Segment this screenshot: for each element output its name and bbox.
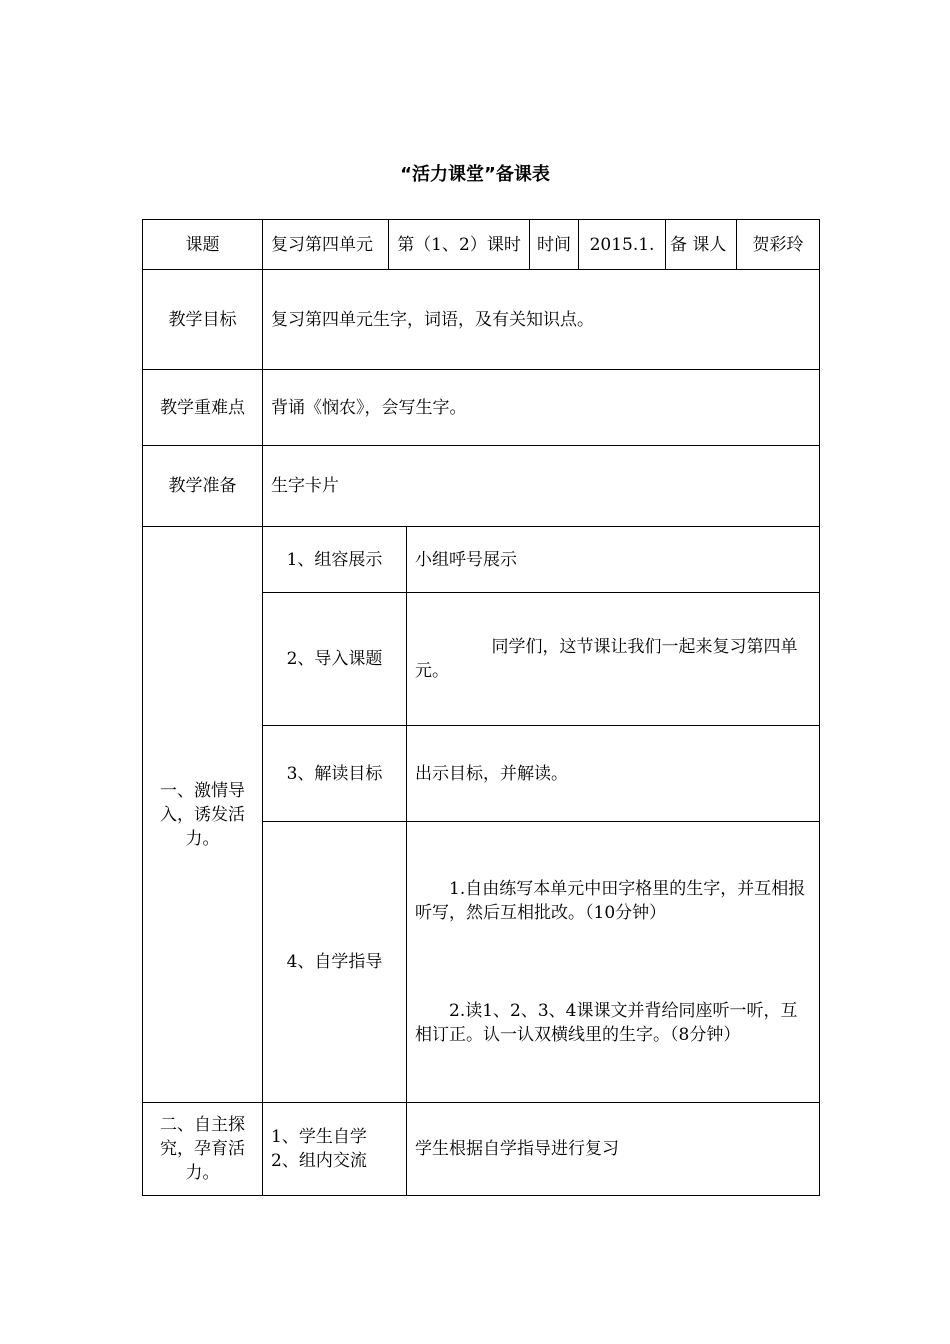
prep-row [143, 446, 820, 527]
section1-label: 一、激情导入，诱发活力。 [143, 527, 263, 1103]
section2-row [143, 1103, 820, 1196]
difficulty-row [143, 370, 820, 446]
goal-row [143, 270, 820, 370]
goal-value: 复习第四单元生字，词语，及有关知识点。 [263, 270, 820, 370]
time-label: 时间 [530, 220, 579, 270]
step-name: 3、解读目标 [263, 726, 407, 822]
step-name: 1、组容展示 [263, 527, 407, 593]
difficulty-label: 教学重难点 [143, 370, 263, 446]
step-content: 出示目标，并解读。 [407, 726, 820, 822]
date-value: 2015.1. [579, 220, 666, 270]
period-value: 第（1、2）课时 [389, 220, 530, 270]
step-name: 2、导入课题 [263, 593, 407, 726]
step-name: 1、学生自学 [271, 1127, 367, 1147]
goal-label: 教学目标 [143, 270, 263, 370]
topic-value: 复习第四单元 [263, 220, 389, 270]
prep-value: 生字卡片 [263, 446, 820, 527]
section1-step1-row [143, 527, 820, 593]
step-content: 同学们，这节课让我们一起来复习第四单元。 [407, 593, 820, 726]
step-content: 学生根据自学指导进行复习 [407, 1103, 820, 1196]
preparer-label: 备 课人 [666, 220, 737, 270]
prep-label: 教学准备 [143, 446, 263, 527]
topic-label: 课题 [143, 220, 263, 270]
section2-steps [263, 1103, 407, 1196]
section2-label: 二、自主探究，孕育活力。 [143, 1103, 263, 1196]
difficulty-value: 背诵《悯农》，会写生字。 [263, 370, 820, 446]
step-content: 小组呼号展示 [407, 527, 820, 593]
self-study-paragraph-2: 2.读1、2、3、4课课文并背给同座听一听，互相订正。认一认双横线里的生字。（8分钟） [415, 1001, 798, 1045]
page-title: “活力课堂”备课表 [400, 164, 550, 185]
header-row [143, 220, 820, 270]
preparer-name: 贺彩玲 [737, 220, 820, 270]
step-name: 4、自学指导 [263, 822, 407, 1103]
step-content [407, 822, 820, 1103]
self-study-paragraph-1: 1.自由练写本单元中田字格里的生字，并互相报听写，然后互相批改。（10分钟） [415, 879, 806, 923]
step-name: 2、组内交流 [271, 1151, 367, 1171]
lesson-plan-table [142, 219, 820, 1196]
